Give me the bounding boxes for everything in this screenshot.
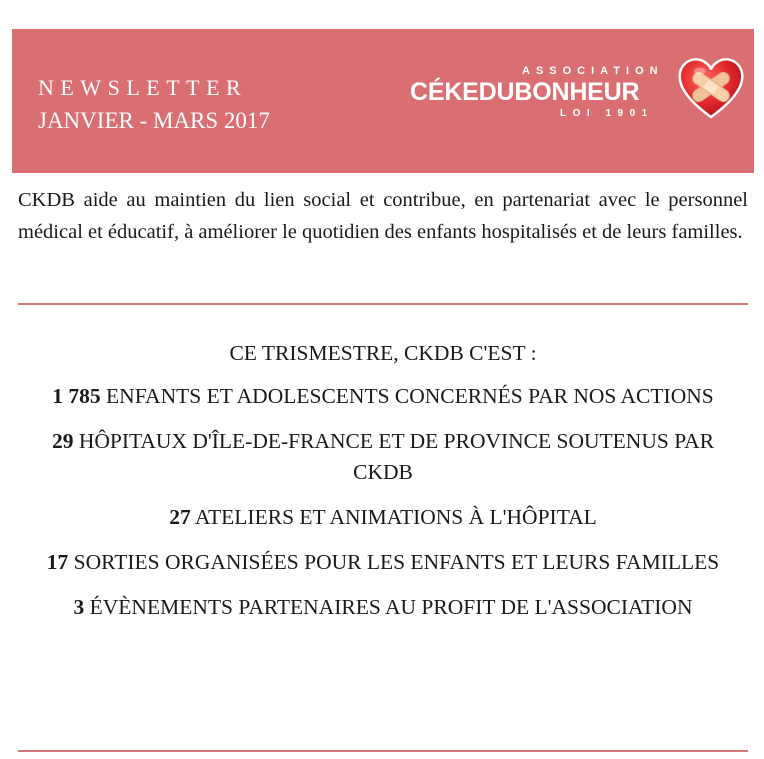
stat-number: 27 — [169, 505, 191, 529]
logo-name-text: CÉKEDUBONHEUR — [410, 78, 640, 106]
divider-top — [18, 303, 748, 305]
stat-events — [18, 592, 748, 623]
stat-outings — [18, 547, 748, 578]
stat-text: ENFANTS ET ADOLESCENTS CONCERNÉS PAR NOS ACTIONS — [100, 384, 714, 408]
newsletter-label: NEWSLETTER — [38, 75, 248, 100]
divider-bottom — [18, 750, 748, 752]
stat-text: SORTIES ORGANISÉES POUR LES ENFANTS ET LEURS FAMILLES — [68, 550, 720, 574]
stat-text: HÔPITAUX D'ÎLE-DE-FRANCE ET DE PROVINCE SOUTENUS PAR CKDB — [73, 429, 715, 484]
newsletter-period: JANVIER - MARS 2017 — [38, 108, 270, 133]
stat-hospitals — [18, 426, 748, 488]
stats-headline: CE TRISMESTRE, CKDB C'EST : — [229, 341, 537, 365]
intro-paragraph: CKDB aide au maintien du lien social et contribue, en partenariat avec le personnel médical et éducatif, à améliorer le quotidien des enfants hospitalisés et de leurs familles. — [18, 189, 748, 243]
stat-number: 29 — [51, 429, 74, 453]
stat-text: ATELIERS ET ANIMATIONS À L'HÔPITAL — [190, 505, 597, 529]
heart-bandage-icon — [676, 55, 746, 121]
stat-number: 1 785 — [52, 384, 101, 408]
newsletter-header — [12, 29, 754, 173]
logo-loi-text: LOI 1901 — [560, 108, 654, 119]
stat-children — [18, 381, 748, 412]
stat-workshops — [18, 502, 748, 533]
stat-text: ÉVÈNEMENTS PARTENAIRES AU PROFIT DE L'ASSOCIATION — [84, 595, 693, 619]
stats-section — [18, 338, 748, 637]
stat-number: 17 — [46, 550, 69, 574]
stat-number: 3 — [73, 595, 85, 619]
association-logo[interactable] — [410, 51, 750, 151]
logo-association-text: ASSOCIATION — [522, 65, 664, 77]
